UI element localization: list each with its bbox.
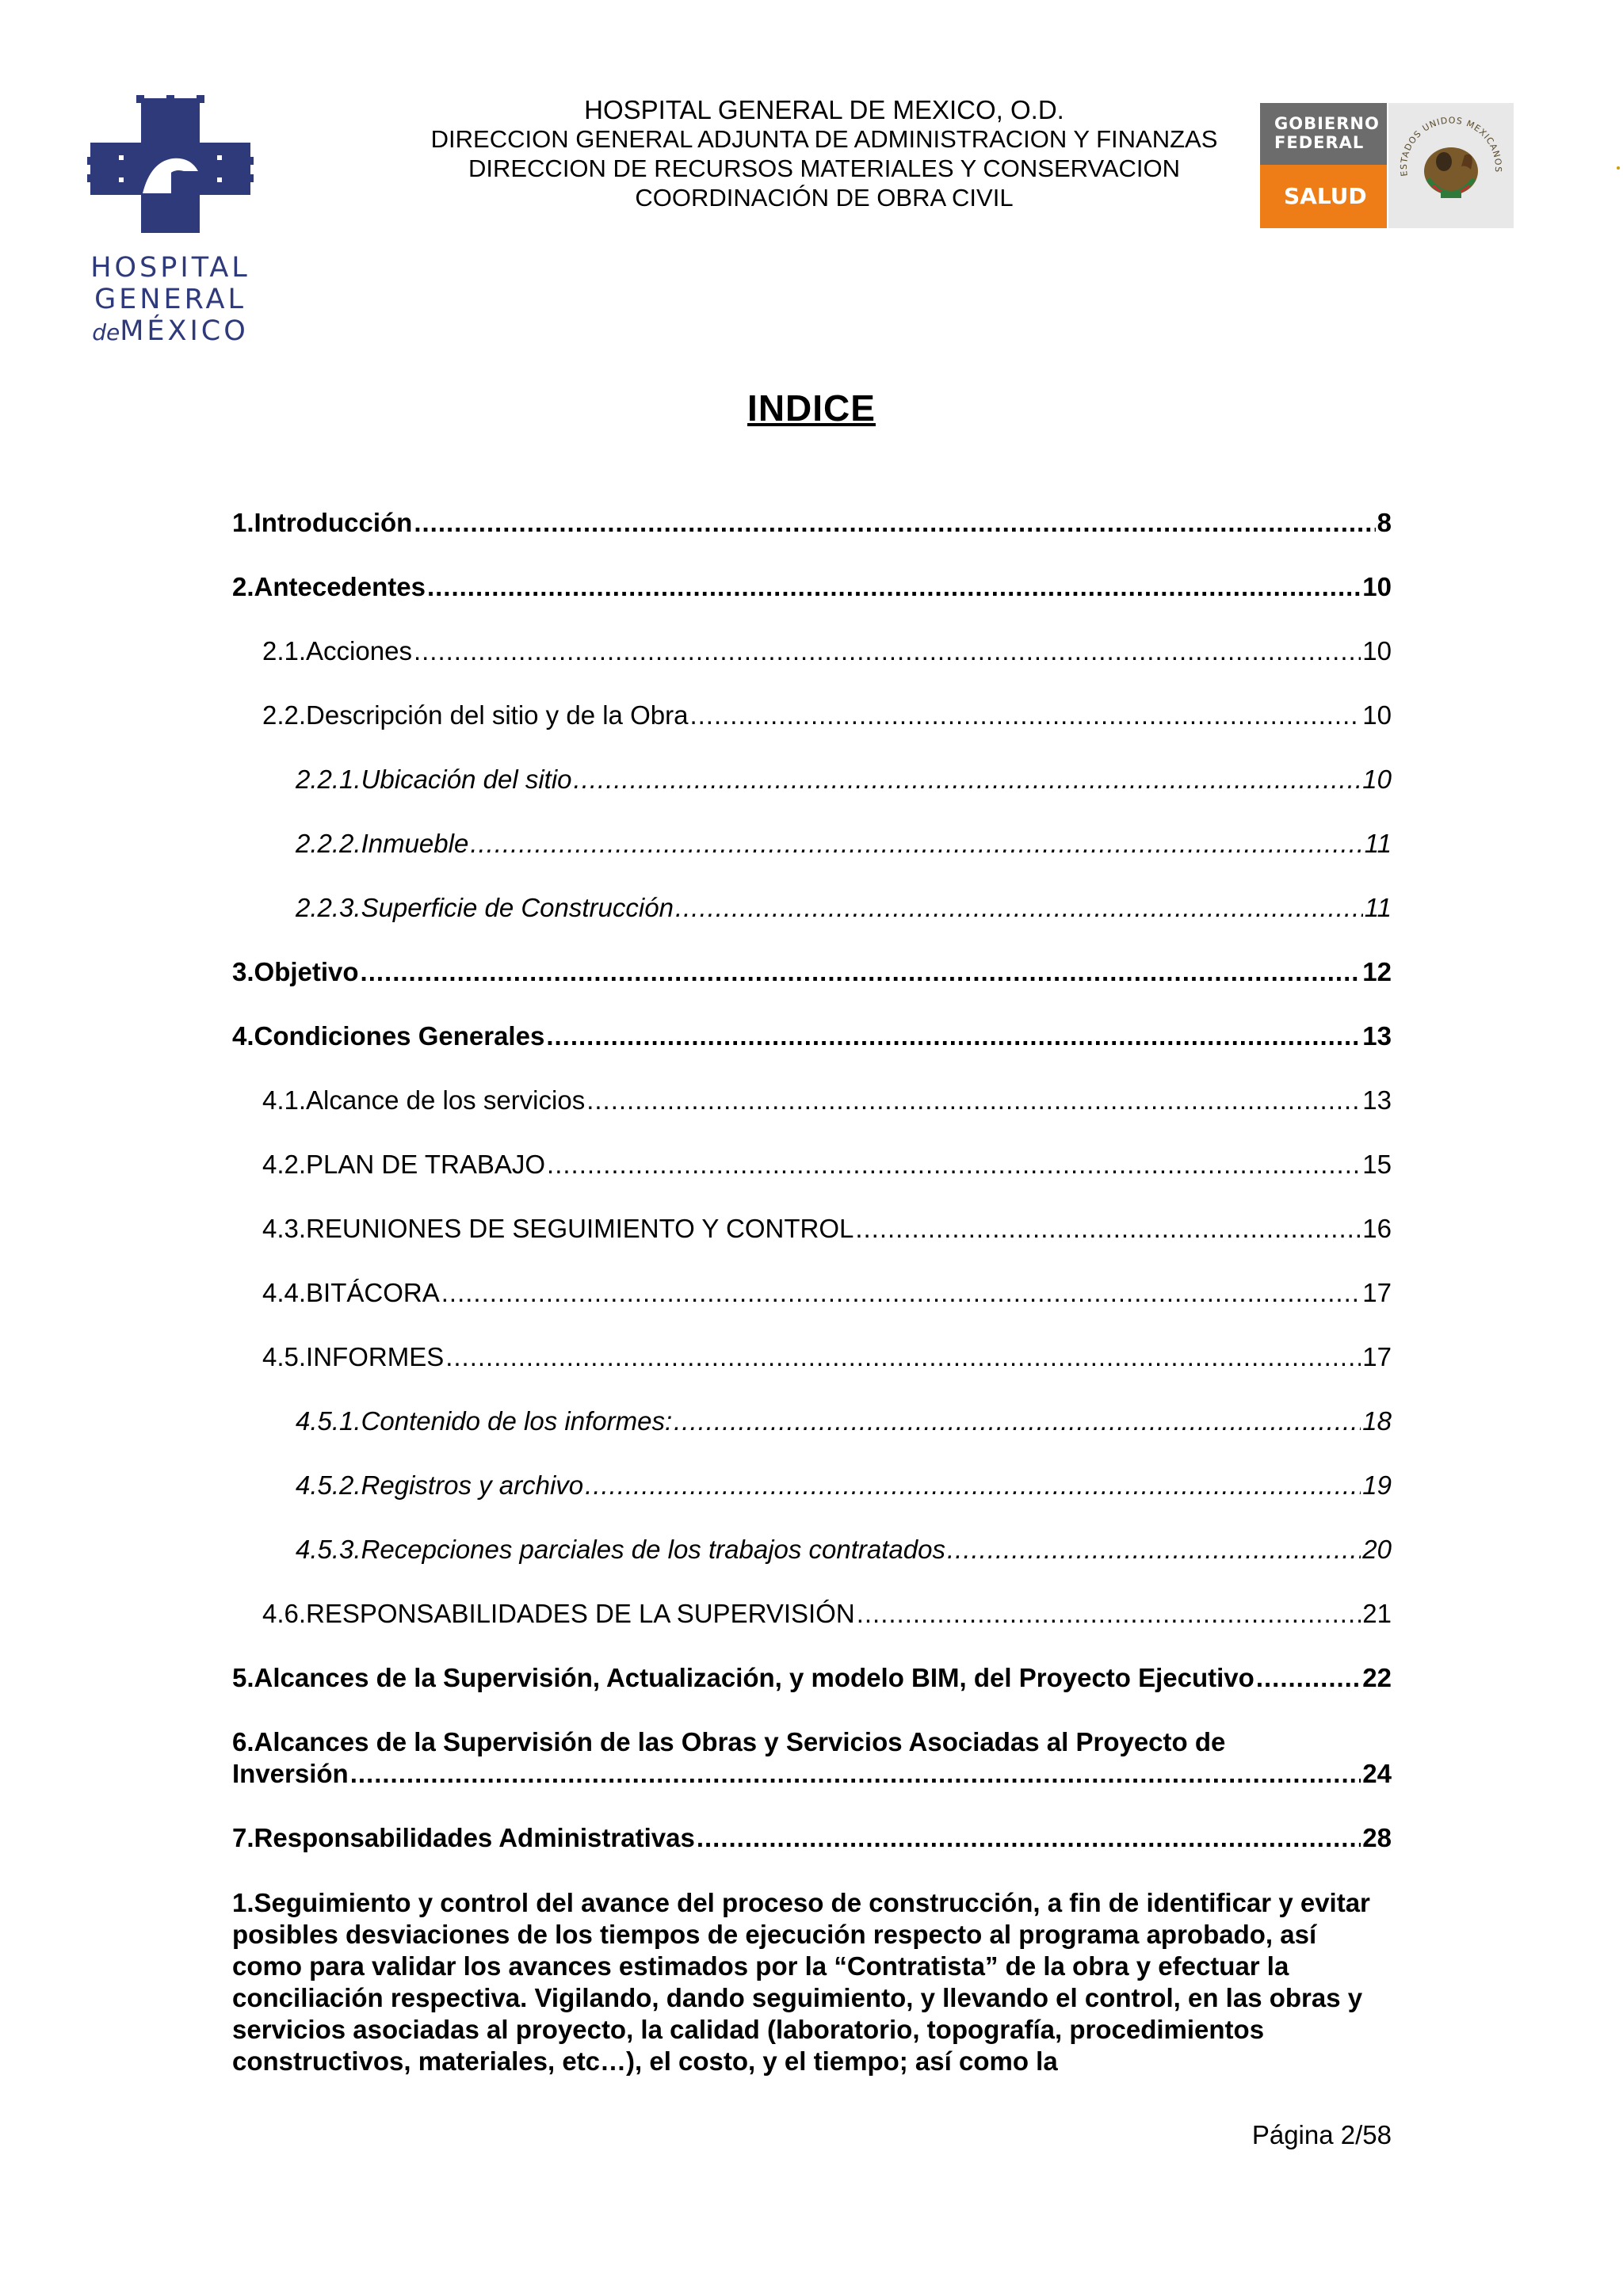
toc-item-page: 22 — [1362, 1663, 1392, 1692]
toc-item[interactable] — [232, 764, 1392, 828]
toc-item-page: 18 — [1362, 1406, 1392, 1436]
toc-item-page: 19 — [1362, 1470, 1392, 1500]
toc-leader-dots — [427, 571, 1361, 603]
toc-item-page: 10 — [1362, 636, 1392, 666]
toc-item-label: 3.Objetivo — [232, 957, 359, 986]
toc-item-label: 7.Responsabilidades Administrativas — [232, 1823, 695, 1852]
toc-item-label: 4.3.REUNIONES DE SEGUIMIENTO Y CONTROL — [262, 1214, 854, 1243]
toc-item[interactable] — [232, 507, 1392, 571]
gobierno-federal-badge — [1260, 103, 1387, 228]
toc-leader-dots — [350, 1758, 1361, 1790]
toc-item-label: 2.2.Descripción del sitio y de la Obra — [262, 700, 689, 730]
toc-item[interactable] — [232, 571, 1392, 635]
toc-item-label: 4.6.RESPONSABILIDADES DE LA SUPERVISIÓN — [262, 1599, 855, 1628]
toc-item-page: 13 — [1362, 1021, 1392, 1051]
toc-item[interactable] — [232, 892, 1392, 956]
toc-item-page: 8 — [1377, 508, 1392, 537]
page-title: INDICE — [747, 387, 876, 429]
toc-item-page: 16 — [1362, 1214, 1392, 1243]
toc-item-label: 5.Alcances de la Supervisión, Actualización, y modelo BIM, del Proyecto Ejecutivo — [232, 1663, 1254, 1692]
toc-item[interactable] — [232, 1726, 1392, 1822]
toc-item-page: 10 — [1362, 700, 1392, 730]
header-line-coordinacion: COORDINACIÓN DE OBRA CIVIL — [635, 184, 1014, 212]
toc-item-page: 10 — [1362, 572, 1392, 601]
header-line-recursos-materiales: DIRECCION DE RECURSOS MATERIALES Y CONSERVACION — [468, 154, 1181, 182]
toc-item-label: 4.1.Alcance de los servicios — [262, 1085, 586, 1115]
toc-item-label: 2.2.2.Inmueble — [296, 829, 469, 858]
logo-text-hospital: HOSPITAL — [90, 252, 250, 284]
toc-leader-dots — [1256, 1662, 1361, 1694]
toc-leader-dots — [441, 1277, 1361, 1309]
toc-leader-dots — [470, 828, 1362, 860]
toc-leader-dots — [697, 1822, 1361, 1854]
toc-item-page: 12 — [1362, 957, 1392, 986]
toc-leader-dots — [674, 1405, 1361, 1437]
page-number: Página 2/58 — [1251, 2120, 1392, 2149]
header-line-hospital: HOSPITAL GENERAL DE MEXICO, O.D. — [584, 95, 1064, 124]
toc-leader-dots — [675, 892, 1363, 924]
toc-leader-dots — [414, 635, 1361, 667]
toc-item-page: 17 — [1362, 1278, 1392, 1307]
toc-item-page: 15 — [1362, 1150, 1392, 1179]
toc-item-label: 4.2.PLAN DE TRABAJO — [262, 1150, 546, 1179]
document-header — [396, 95, 1252, 212]
toc-item-page: 11 — [1364, 893, 1392, 922]
eagle-seal-icon — [1388, 103, 1514, 228]
toc-item-page: 11 — [1364, 829, 1392, 858]
toc-item-label: 4.5.INFORMES — [262, 1342, 445, 1371]
toc-item-page: 10 — [1362, 765, 1392, 794]
hospital-cross-emblem-icon — [87, 95, 254, 236]
toc-leader-dots — [855, 1213, 1361, 1245]
toc-item-page: 17 — [1362, 1342, 1392, 1371]
toc-leader-dots — [546, 1020, 1361, 1052]
gobierno-text: GOBIERNO — [1274, 114, 1380, 133]
toc-item[interactable] — [232, 1662, 1392, 1726]
logo-text-de: de — [92, 319, 120, 345]
toc-item-label: 4.5.1.Contenido de los informes: — [296, 1406, 673, 1436]
toc-item-page: 28 — [1362, 1823, 1392, 1852]
edge-mark-icon — [1617, 166, 1620, 170]
logo-text-general: GENERAL — [94, 284, 246, 315]
logo-text-mexico: MÉXICO — [120, 315, 249, 347]
toc-item[interactable] — [232, 635, 1392, 700]
toc-item-label: 4.Condiciones Generales — [232, 1021, 545, 1051]
toc-item-page: 13 — [1362, 1085, 1392, 1115]
header-line-direccion-general: DIRECCION GENERAL ADJUNTA DE ADMINISTRACION Y FINANZAS — [430, 125, 1218, 153]
toc-leader-dots — [361, 956, 1361, 988]
toc-leader-dots — [689, 700, 1361, 731]
toc-item-label: 4.5.3.Recepciones parciales de los trabajos contratados — [296, 1535, 945, 1564]
toc-item[interactable] — [232, 1085, 1392, 1149]
seal-arc-text: ESTADOS UNIDOS MEXICANOS — [1398, 115, 1504, 177]
toc-item[interactable] — [232, 1341, 1392, 1405]
toc-leader-dots — [585, 1470, 1361, 1501]
hospital-logo — [87, 95, 269, 349]
toc-item-label: 4.5.2.Registros y archivo — [296, 1470, 584, 1500]
table-of-contents — [232, 507, 1392, 1886]
gobierno-federal-salud-logo — [1260, 103, 1514, 228]
toc-item[interactable] — [232, 1470, 1392, 1534]
federal-text: FEDERAL — [1274, 133, 1365, 152]
toc-item[interactable] — [232, 956, 1392, 1020]
toc-item-page: 24 — [1362, 1759, 1392, 1788]
toc-item[interactable] — [232, 1277, 1392, 1341]
toc-leader-dots — [574, 764, 1361, 795]
toc-item[interactable] — [232, 1149, 1392, 1213]
salud-text: SALUD — [1260, 165, 1387, 228]
toc-item-page: 20 — [1362, 1535, 1392, 1564]
toc-leader-dots — [947, 1534, 1361, 1566]
body-paragraph: 1.Seguimiento y control del avance del proceso de construcción, a fin de identificar y evitar posibles desviaciones de los tiempos de ejecución respecto al programa aprobado, así como para validar los avances estimados por la “Contratista” de la obra y efectuar la conciliación respectiva. Vigilando, dando seguimiento, y llevando el control, en las obras y servicios asociadas al proyecto, la calidad (laboratorio, topografía, procedimientos constructivos, materiales, etc…), el costo, y el tiempo; así como la — [232, 1888, 1370, 2076]
mexican-seal-icon — [1388, 103, 1514, 228]
toc-leader-dots — [586, 1085, 1361, 1116]
toc-item[interactable] — [232, 1822, 1392, 1886]
toc-item[interactable] — [232, 1020, 1392, 1085]
toc-leader-dots — [445, 1341, 1361, 1373]
toc-item[interactable] — [232, 1598, 1392, 1662]
toc-item-label: 2.2.3.Superficie de Construcción — [296, 893, 674, 922]
logo-text-mexico-line — [87, 315, 254, 349]
toc-item-label: 2.1.Acciones — [262, 636, 412, 666]
toc-item[interactable] — [232, 1213, 1392, 1277]
toc-item-label: 1.Introducción — [232, 508, 413, 537]
toc-leader-dots — [414, 507, 1375, 539]
toc-item-label: 2.2.1.Ubicación del sitio — [296, 765, 572, 794]
toc-item[interactable] — [232, 828, 1392, 892]
toc-item[interactable] — [232, 1534, 1392, 1598]
toc-item-label: 2.Antecedentes — [232, 572, 426, 601]
toc-item[interactable] — [232, 700, 1392, 764]
toc-item-label: Inversión — [232, 1759, 349, 1788]
toc-leader-dots — [857, 1598, 1361, 1630]
toc-item-page: 21 — [1362, 1599, 1392, 1628]
toc-item[interactable] — [232, 1405, 1392, 1470]
toc-item-label: 4.4.BITÁCORA — [262, 1278, 440, 1307]
toc-item-label-line1: 6.Alcances de la Supervisión de las Obras y Servicios Asociadas al Proyecto de — [232, 1727, 1226, 1756]
toc-leader-dots — [547, 1149, 1361, 1180]
